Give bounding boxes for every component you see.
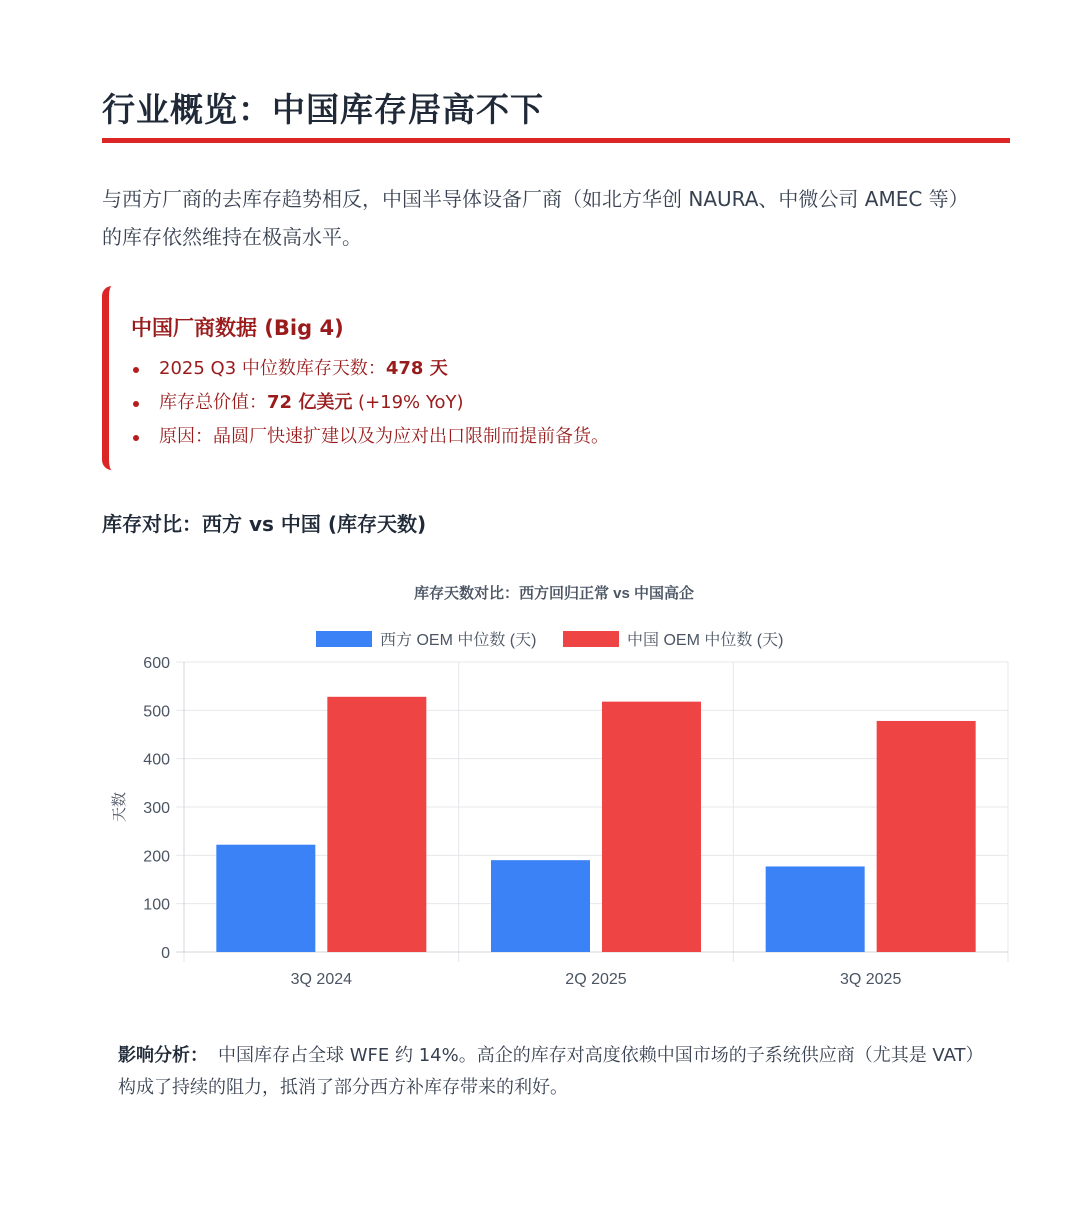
callout-item-value: 478 天 xyxy=(385,358,448,379)
callout-item-inventory-days xyxy=(131,352,991,386)
y-tick-label: 600 xyxy=(143,655,170,672)
callout-list xyxy=(131,352,991,454)
bar-west xyxy=(491,860,590,952)
analysis-text: 中国库存占全球 WFE 约 14%。高企的库存对高度依赖中国市场的子系统供应商（尤其是 VAT）构成了持续的阻力，抵消了部分西方补库存带来的利好。 xyxy=(118,1045,984,1098)
inventory-bar-chart xyxy=(0,570,1080,1000)
bar-china xyxy=(327,697,426,952)
title-divider xyxy=(102,138,1010,143)
y-tick-label: 200 xyxy=(143,848,170,866)
chart-title: 库存天数对比：西方回归正常 vs 中国高企 xyxy=(413,585,695,602)
callout-title: 中国厂商数据 (Big 4) xyxy=(131,316,344,340)
callout-item-suffix: (+19% YoY) xyxy=(352,392,464,413)
y-tick-label: 100 xyxy=(143,896,170,914)
y-tick-label: 400 xyxy=(143,751,170,769)
x-tick-label: 3Q 2025 xyxy=(839,971,902,988)
y-tick-label: 300 xyxy=(143,800,170,817)
x-tick-label: 3Q 2024 xyxy=(290,971,353,988)
intro-paragraph: 与西方厂商的去库存趋势相反，中国半导体设备厂商（如北方华创 NAURA、中微公司 AMEC 等）的库存依然维持在极高水平。 xyxy=(102,187,969,249)
legend-label: 中国 OEM 中位数 (天) xyxy=(627,632,784,649)
callout-item-value: 72 亿美元 xyxy=(267,392,353,413)
bar-west xyxy=(216,845,315,952)
china-data-callout xyxy=(102,286,1010,470)
bar-china xyxy=(877,721,976,952)
y-axis-label: 天数 xyxy=(111,791,128,823)
legend-swatch xyxy=(316,631,372,647)
callout-item-label: 2025 Q3 中位数库存天数： xyxy=(159,358,386,379)
impact-analysis xyxy=(118,1040,998,1104)
legend-label: 西方 OEM 中位数 (天) xyxy=(380,632,537,649)
callout-item-label: 库存总价值： xyxy=(159,392,267,413)
page-title: 行业概览：中国库存居高不下 xyxy=(102,90,544,129)
x-tick-label: 2Q 2025 xyxy=(565,971,627,988)
analysis-label: 影响分析： xyxy=(118,1045,208,1066)
bar-west xyxy=(766,866,865,952)
callout-item-inventory-value xyxy=(131,386,991,420)
y-tick-label: 0 xyxy=(161,945,170,962)
y-tick-label: 500 xyxy=(143,703,170,721)
callout-item-reason xyxy=(131,420,991,454)
callout-item-label: 原因：晶圆厂快速扩建以及为应对出口限制而提前备货。 xyxy=(159,426,609,447)
legend-swatch xyxy=(563,631,619,647)
inventory-chart-container xyxy=(0,570,1080,1000)
bar-china xyxy=(602,702,701,952)
chart-section-title: 库存对比：西方 vs 中国 (库存天数) xyxy=(102,512,427,536)
